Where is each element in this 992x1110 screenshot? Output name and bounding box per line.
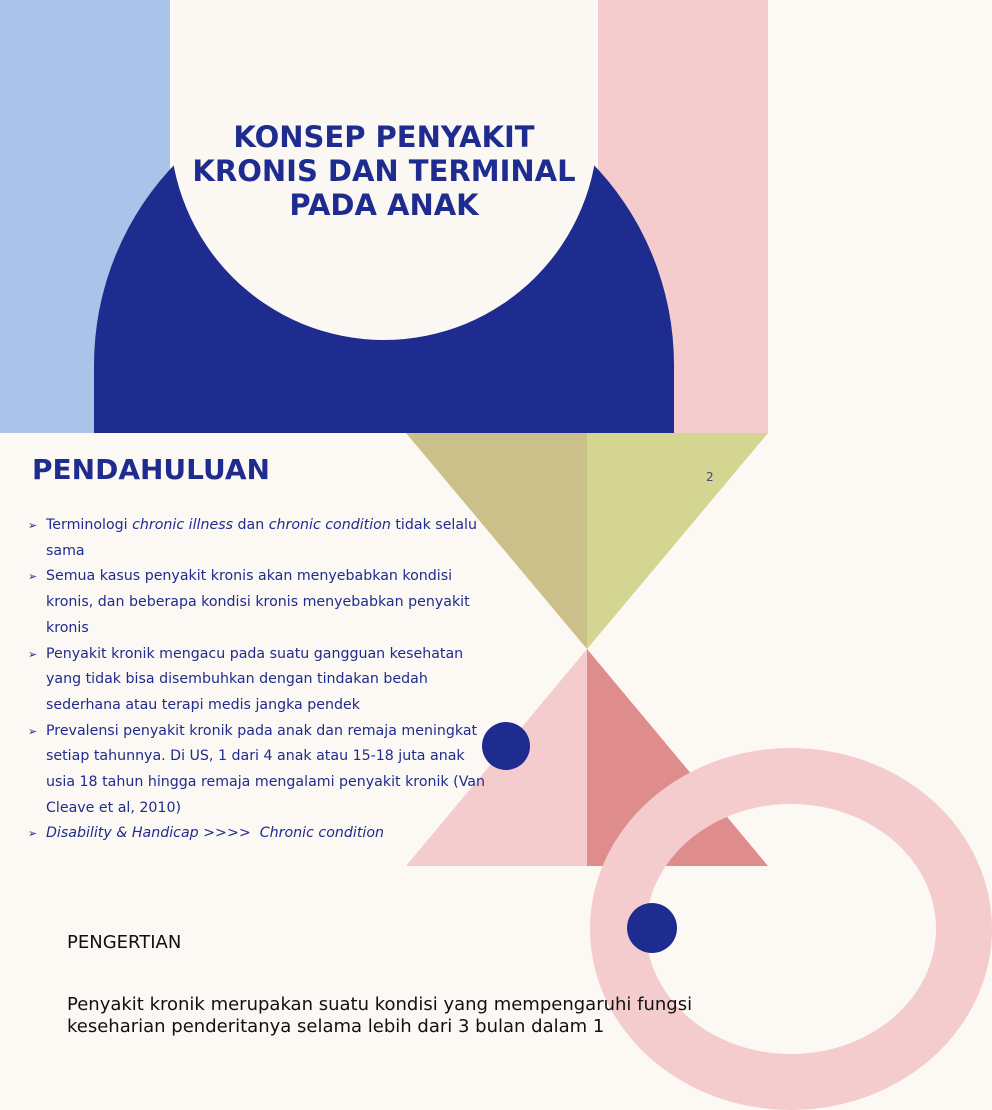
page-number: 2 [706, 470, 714, 484]
list-item: ➢ Semua kasus penyakit kronis akan menyebabkan kondisi kronis, dan beberapa kondisi kronis menyebabkan penyakit kronis [28, 564, 488, 641]
arrowhead-bullet-icon: ➢ [28, 519, 38, 532]
arrowhead-bullet-icon: ➢ [28, 827, 38, 841]
list-item: ➢ Disability & Handicap >>>> Chronic condition [28, 821, 488, 847]
arrowhead-bullet-icon: ➢ [28, 724, 38, 738]
list-item: ➢ Penyakit kronik mengacu pada suatu gangguan kesehatan yang tidak bisa disembuhkan dengan tindakan bedah sederhana atau terapi medis jangka pendek [28, 642, 488, 719]
decor-lime-triangle [587, 433, 768, 649]
arrowhead-bullet-icon: ➢ [28, 647, 38, 661]
list-item: ➢ Prevalensi penyakit kronik pada anak dan remaja meningkat setiap tahunnya. Di US, 1 dari 4 anak atau 15-18 juta anak usia 18 tahun hingga remaja mengalami penyakit kronik (Van Cleave et al, 2010) [28, 719, 488, 822]
list-item: ➢ Terminologi chronic illness dan chronic condition tidak selalu sama [28, 513, 488, 564]
slide-pengertian [0, 866, 768, 1037]
bullet-list [28, 513, 488, 847]
slide-title-text: KONSEP PENYAKIT KRONIS DAN TERMINAL PADA ANAK [192, 120, 576, 222]
decor-navy-dot [627, 903, 677, 953]
slide-title [0, 0, 768, 433]
decor-navy-dot [482, 722, 530, 770]
arrowhead-bullet-icon: ➢ [28, 570, 38, 584]
slide-heading: PENGERTIAN [67, 932, 182, 953]
slide-heading: PENDAHULUAN [32, 453, 270, 486]
body-text: Penyakit kronik merupakan suatu kondisi yang mempengaruhi fungsi keseharian penderitanya selama lebih dari 3 bulan dalam 1 [67, 994, 693, 1037]
